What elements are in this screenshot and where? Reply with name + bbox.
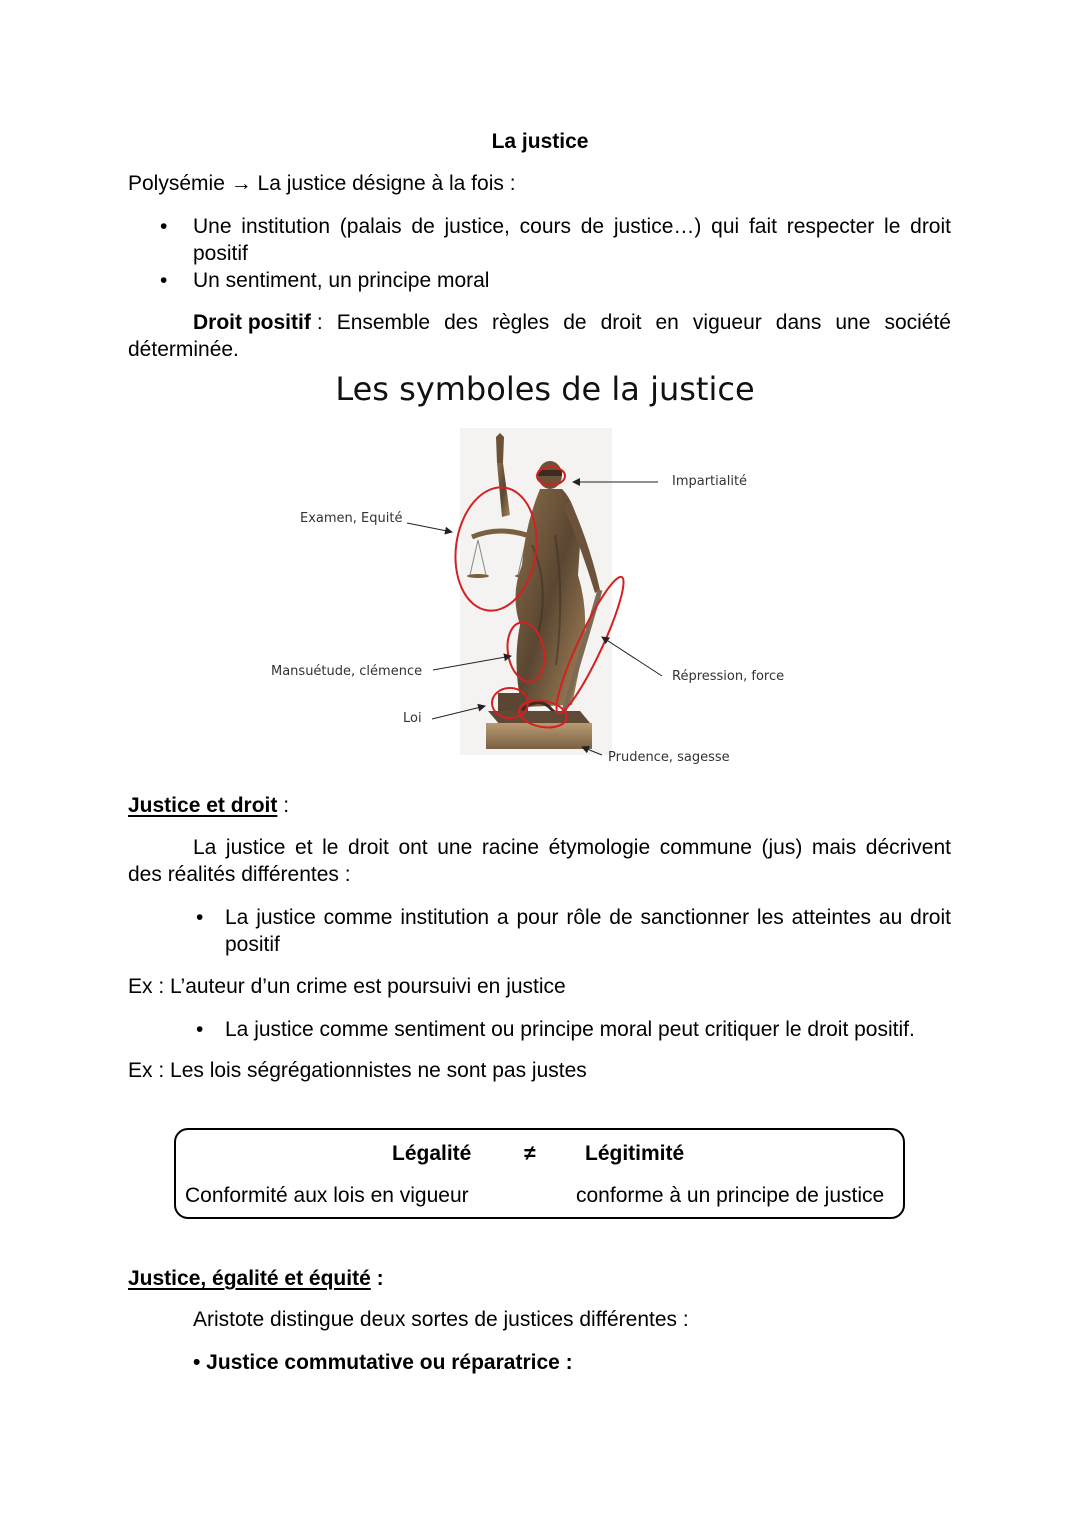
label-prudence-sagesse: Prudence, sagesse bbox=[608, 750, 730, 765]
intro-bullet-1: Une institution (palais de justice, cours de justice…) qui fait respecter le droit bbox=[193, 215, 951, 238]
heading-text: Justice, égalité et équité bbox=[128, 1267, 371, 1290]
label-impartialite: Impartialité bbox=[672, 474, 748, 489]
heading-colon: : bbox=[277, 794, 290, 817]
definition-droit-positif bbox=[193, 309, 951, 336]
label-examen-equite: Examen, Equité bbox=[300, 511, 403, 526]
intro-bullet-2: Un sentiment, un principe moral bbox=[193, 269, 490, 292]
example-1: Ex : L’auteur d’un crime est poursuivi en justice bbox=[128, 975, 566, 998]
intro-bullet-1-cont: positif bbox=[193, 242, 248, 265]
legalite-term: Légalité bbox=[392, 1142, 472, 1165]
label-repression-force: Répression, force bbox=[672, 669, 785, 684]
label-mansuetude-clemence: Mansuétude, clémence bbox=[271, 664, 423, 679]
heading-text: Justice et droit bbox=[128, 794, 278, 817]
legitimite-definition: conforme à un principe de justice bbox=[576, 1184, 885, 1207]
justice-droit-bullet-2: La justice comme sentiment ou principe moral peut critiquer le droit positif. bbox=[225, 1018, 915, 1041]
bullet-glyph: • bbox=[160, 269, 168, 292]
polysemie-line: Polysémie → La justice désigne à la fois : bbox=[128, 172, 516, 195]
justice-droit-bullet-1: La justice comme institution a pour rôle de sanctionner les atteintes au droit bbox=[225, 906, 951, 929]
figure-title: Les symboles de la justice bbox=[335, 370, 755, 408]
not-equal-symbol: ≠ bbox=[524, 1142, 536, 1165]
example-2: Ex : Les lois ségrégationnistes ne sont pas justes bbox=[128, 1059, 587, 1082]
label-loi: Loi bbox=[403, 711, 422, 726]
section-heading-justice-droit bbox=[128, 792, 289, 819]
bullet-glyph: • bbox=[196, 906, 204, 929]
heading-colon: : bbox=[370, 1267, 384, 1290]
justice-droit-paragraph: La justice et le droit ont une racine étymologie commune (jus) mais décrivent bbox=[193, 836, 951, 859]
legitimite-term: Légitimité bbox=[585, 1142, 685, 1165]
legalite-definition: Conformité aux lois en vigueur bbox=[185, 1184, 469, 1207]
justice-droit-bullet-1-cont: positif bbox=[225, 933, 280, 956]
bullet-glyph: • bbox=[160, 215, 168, 238]
bullet-glyph: • bbox=[196, 1018, 204, 1041]
page-title: La justice bbox=[491, 130, 589, 153]
justice-droit-paragraph-cont: des réalités différentes : bbox=[128, 863, 351, 886]
section-heading-egalite-equite bbox=[128, 1265, 384, 1292]
definition-text: : Ensemble des règles de droit en vigueur dans une société bbox=[316, 311, 951, 334]
aristote-paragraph: Aristote distingue deux sortes de justices différentes : bbox=[193, 1308, 689, 1331]
definition-cont: déterminée. bbox=[128, 338, 239, 361]
definition-term: Droit positif bbox=[193, 311, 311, 334]
justice-commutative-bullet: • Justice commutative ou réparatrice : bbox=[193, 1351, 573, 1374]
